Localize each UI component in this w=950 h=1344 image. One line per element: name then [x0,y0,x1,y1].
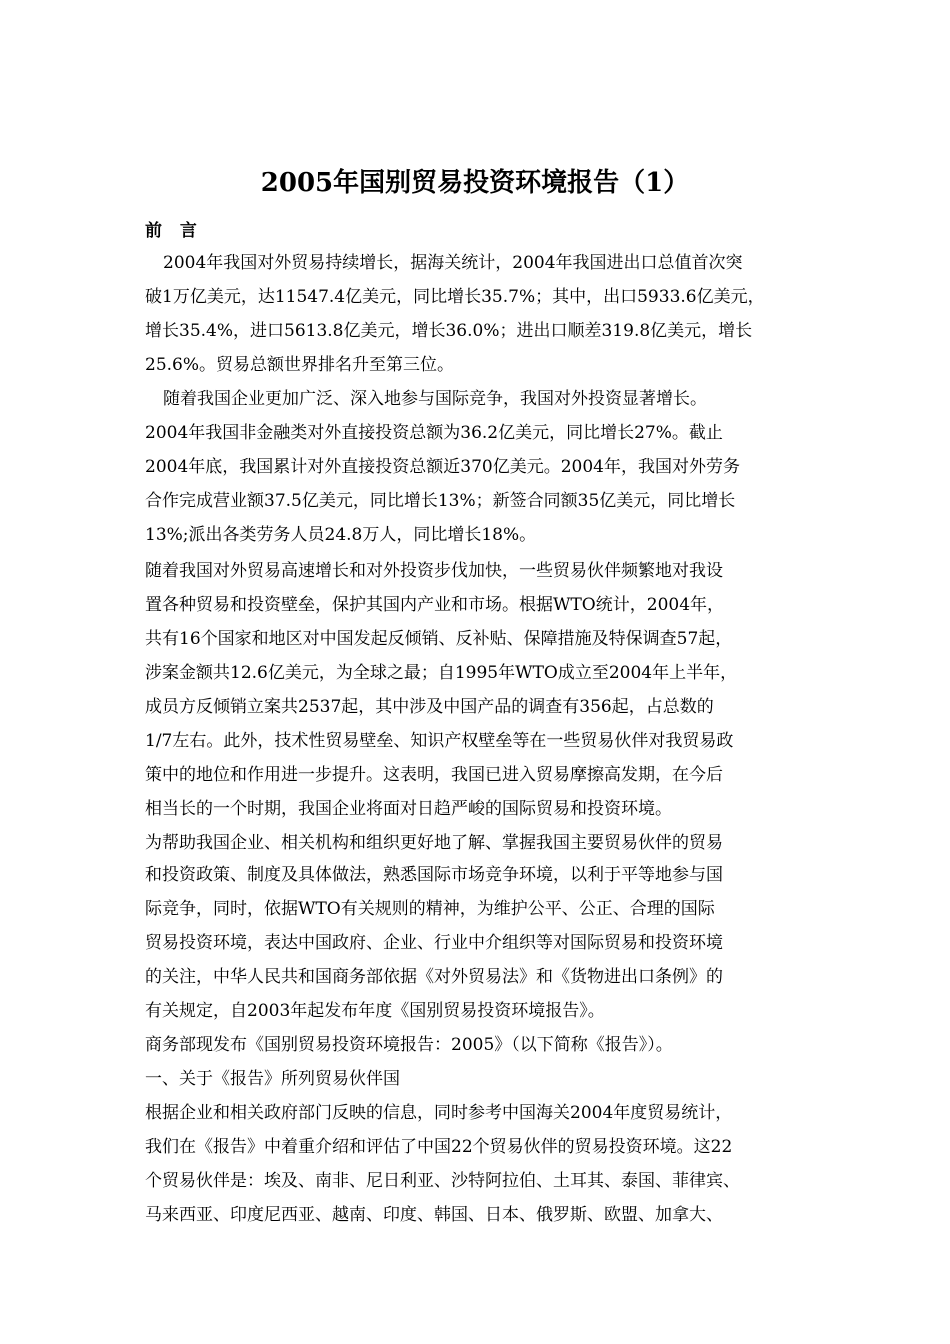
section-heading: 一、关于《报告》所列贸易伙伴国 [145,1069,400,1089]
body-line: 破1万亿美元，达11547.4亿美元，同比增长35.7%；其中，出口5933.6亿美元， [145,287,765,307]
body-line: 2004年底，我国累计对外直接投资总额近370亿美元。2004年，我国对外劳务 [145,457,740,477]
body-line: 随着我国对外贸易高速增长和对外投资步伐加快，一些贸易伙伴频繁地对我设 [145,561,723,581]
body-line: 13%;派出各类劳务人员24.8万人，同比增长18%。 [145,525,537,545]
body-line: 2004年我国对外贸易持续增长，据海关统计，2004年我国进出口总值首次突 [163,253,743,273]
body-line: 合作完成营业额37.5亿美元，同比增长13%；新签合同额35亿美元，同比增长 [145,491,736,511]
body-line: 和投资政策、制度及具体做法，熟悉国际市场竞争环境，以利于平等地参与国 [145,865,723,885]
body-line: 随着我国企业更加广泛、深入地参与国际竞争，我国对外投资显著增长。 [163,389,707,409]
body-line: 为帮助我国企业、相关机构和组织更好地了解、掌握我国主要贸易伙伴的贸易 [145,833,723,853]
body-line: 贸易投资环境，表达中国政府、企业、行业中介组织等对国际贸易和投资环境 [145,933,723,953]
body-line: 商务部现发布《国别贸易投资环境报告：2005》（以下简称《报告》）。 [145,1035,673,1055]
body-line: 1/7左右。此外，技术性贸易壁垒、知识产权壁垒等在一些贸易伙伴对我贸易政 [145,731,734,751]
body-line: 我们在《报告》中着重介绍和评估了中国22个贸易伙伴的贸易投资环境。这22 [145,1137,733,1157]
body-line: 置各种贸易和投资壁垒，保护其国内产业和市场。根据WTO统计，2004年， [145,595,725,615]
body-line: 际竞争，同时，依据WTO有关规则的精神，为维护公平、公正、合理的国际 [145,899,715,919]
document-title: 2005年国别贸易投资环境报告（1） [260,168,690,198]
body-line: 个贸易伙伴是：埃及、南非、尼日利亚、沙特阿拉伯、土耳其、泰国、菲律宾、 [145,1171,740,1191]
body-line: 25.6%。贸易总额世界排名升至第三位。 [145,355,455,375]
body-line: 的关注，中华人民共和国商务部依据《对外贸易法》和《货物进出口条例》的 [145,967,723,987]
body-line: 共有16个国家和地区对中国发起反倾销、反补贴、保障措施及特保调查57起， [145,629,733,649]
body-line: 2004年我国非金融类对外直接投资总额为36.2亿美元，同比增长27%。截止 [145,423,723,443]
body-line: 马来西亚、印度尼西亚、越南、印度、韩国、日本、俄罗斯、欧盟、加拿大、 [145,1205,723,1225]
body-line: 有关规定，自2003年起发布年度《国别贸易投资环境报告》。 [145,1001,605,1021]
body-line: 根据企业和相关政府部门反映的信息，同时参考中国海关2004年度贸易统计， [145,1103,733,1123]
body-line: 涉案金额共12.6亿美元，为全球之最；自1995年WTO成立至2004年上半年， [145,663,738,683]
body-line: 相当长的一个时期，我国企业将面对日趋严峻的国际贸易和投资环境。 [145,799,672,819]
body-line: 成员方反倾销立案共2537起，其中涉及中国产品的调查有356起，占总数的 [145,697,714,717]
preface-heading: 前 言 [145,221,203,241]
body-line: 增长35.4%，进口5613.8亿美元，增长36.0%；进出口顺差319.8亿美元，增长 [145,321,753,341]
body-line: 策中的地位和作用进一步提升。这表明，我国已进入贸易摩擦高发期，在今后 [145,765,723,785]
